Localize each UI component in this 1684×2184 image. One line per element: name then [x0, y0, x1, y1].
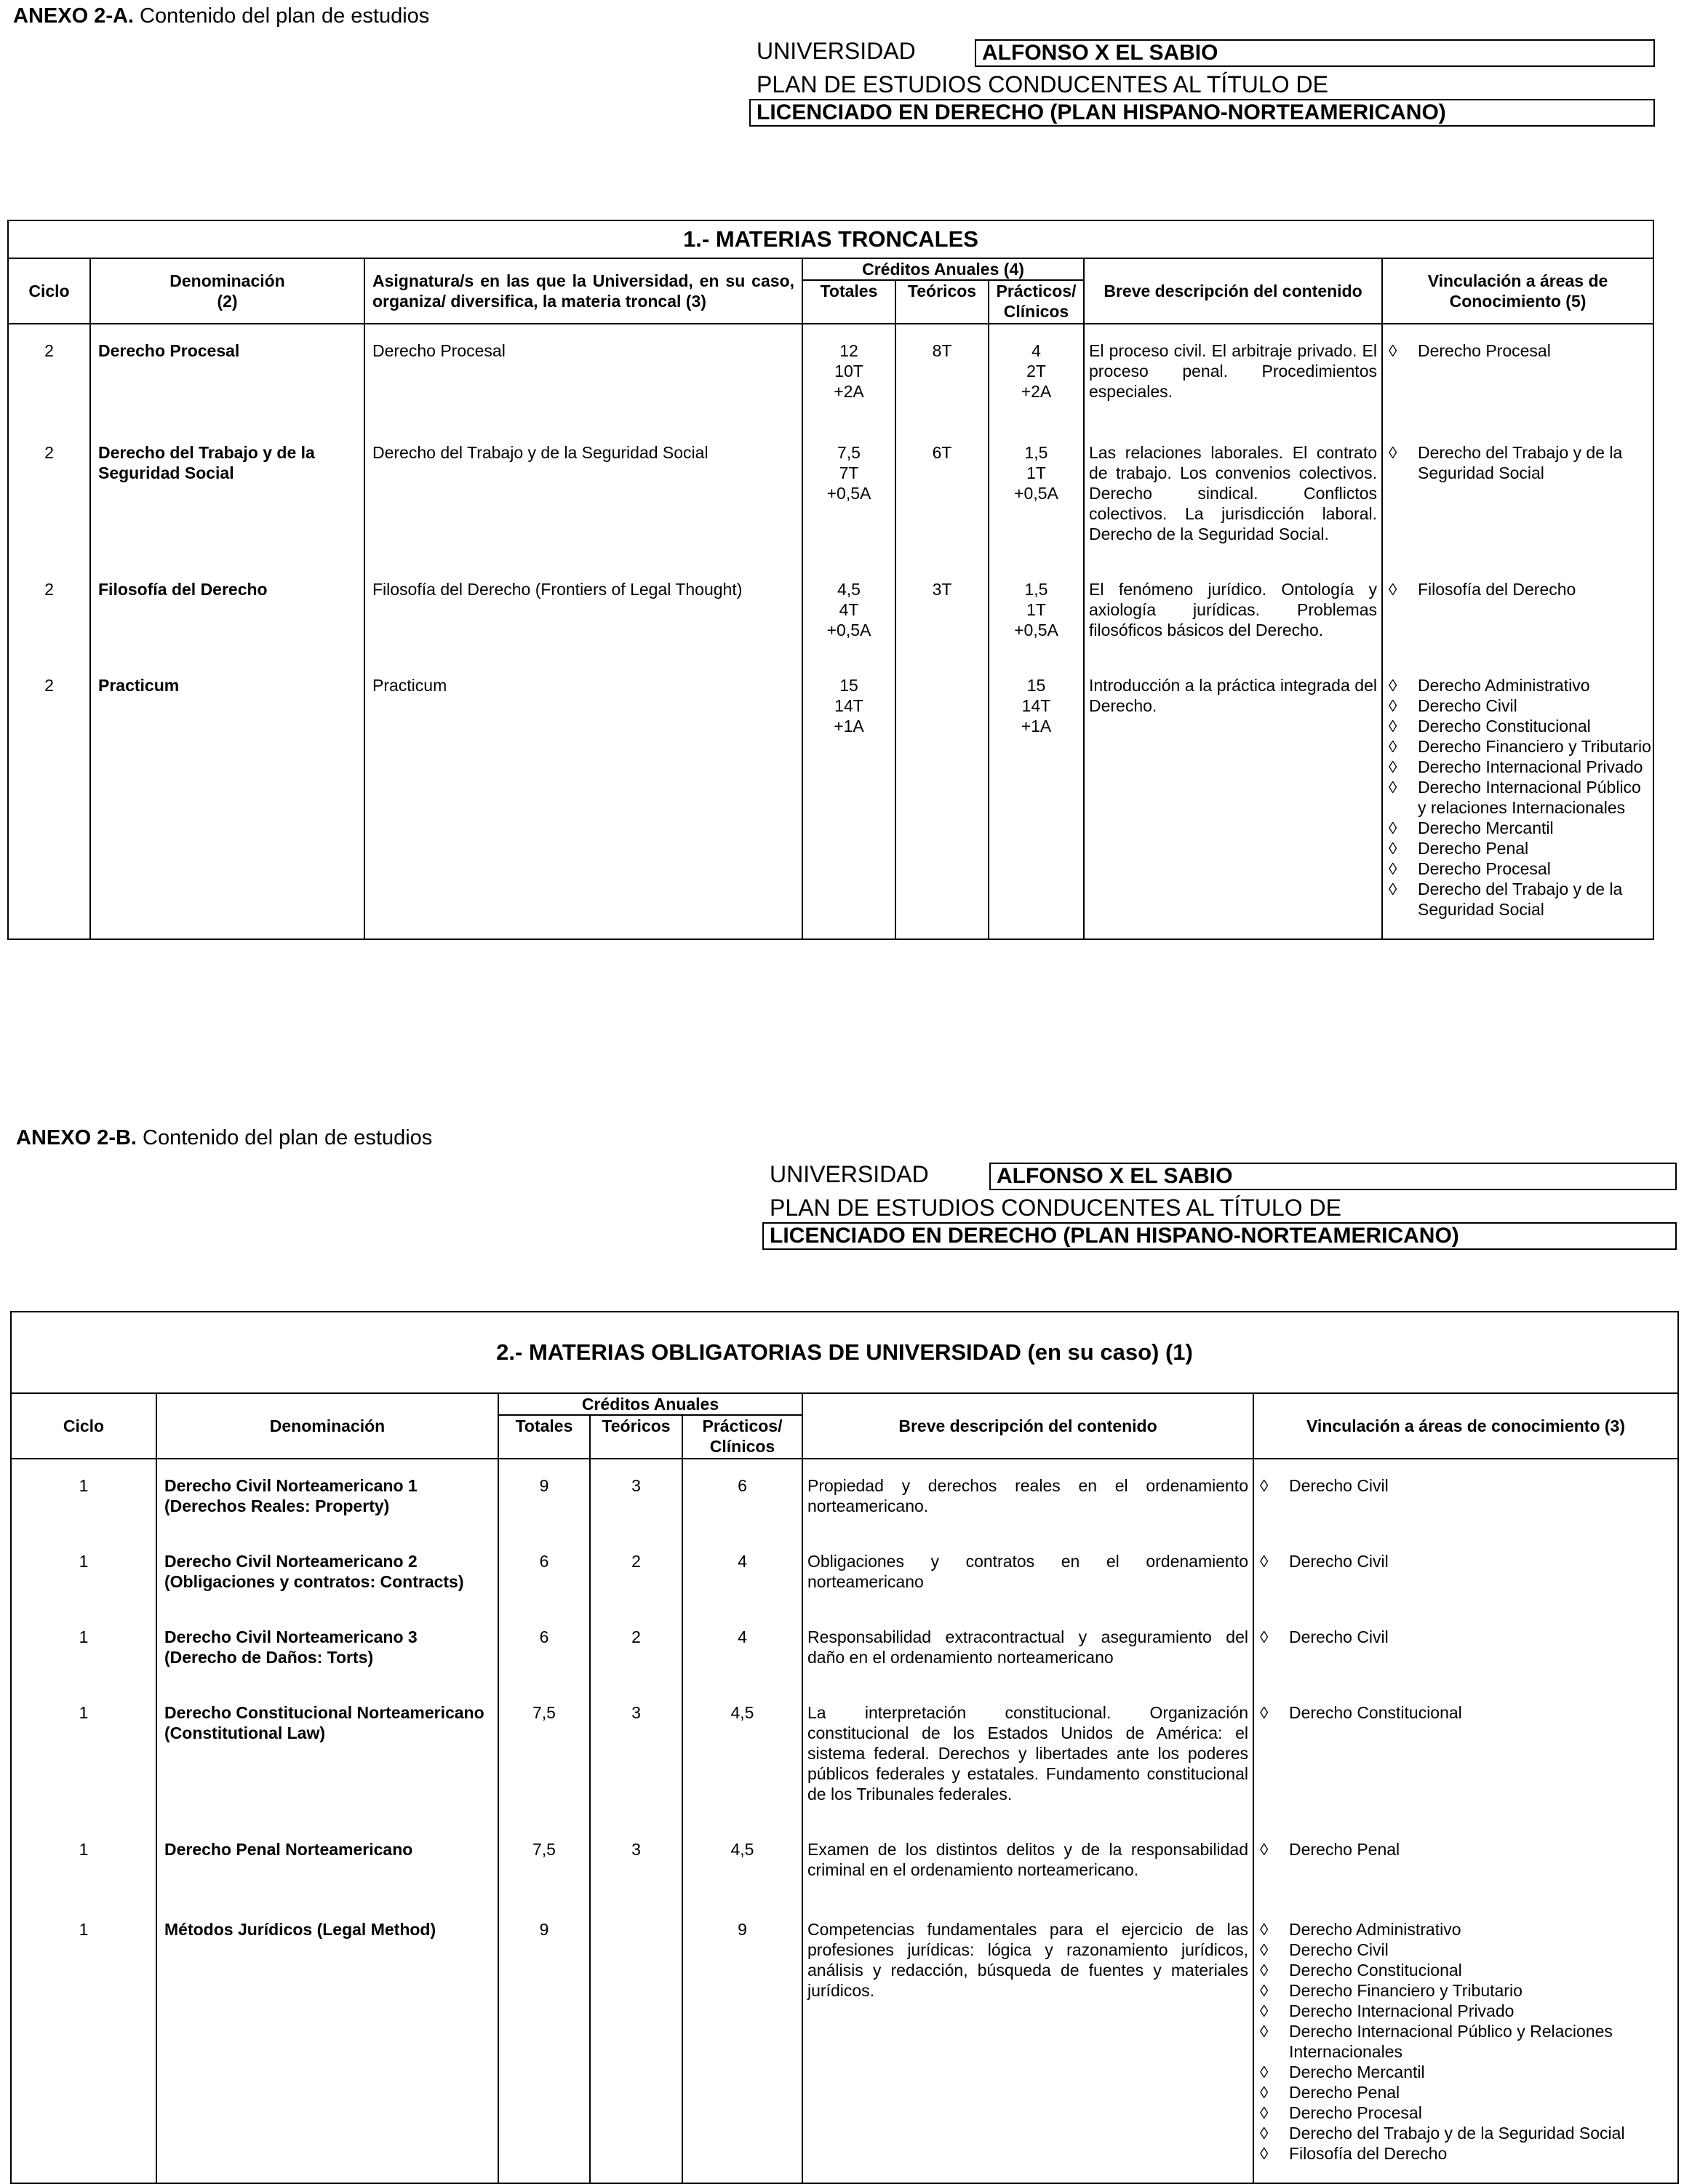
row-totales: 7,5 [498, 1686, 590, 1823]
row-areas [1253, 1535, 1678, 1611]
row-ciclo: 2 [8, 659, 90, 939]
row-totales: 9 [498, 1903, 590, 2183]
area-item: ◊ Derecho Procesal [1383, 858, 1653, 879]
area-item: ◊ Derecho Administrativo [1254, 1919, 1677, 1940]
row-areas [1382, 324, 1653, 426]
anexo-a-label-rest: Contenido del plan de estudios [133, 4, 430, 28]
materias-obligatorias-table [10, 1311, 1679, 2184]
row-ciclo: 1 [11, 1535, 156, 1611]
area-item: ◊ Derecho Penal [1254, 1839, 1677, 1860]
col-creditos: Créditos Anuales (4) [802, 258, 1084, 280]
area-item: ◊ Derecho Internacional Público y relaciones Internacionales [1383, 777, 1653, 818]
row-descripcion: Competencias fundamentales para el ejercicio de las profesiones jurídicas: lógica y razonamiento jurídicos, análisis y redacción, búsqueda de fuentes y materiales jurídicos. [802, 1903, 1253, 2183]
section-2-title: 2.- MATERIAS OBLIGATORIAS DE UNIVERSIDAD (en su caso) (1) [11, 1312, 1678, 1393]
row-practicos: 4 [682, 1535, 802, 1611]
table-row [8, 563, 1653, 659]
col-ciclo: Ciclo [8, 258, 90, 324]
col-totales: Totales [498, 1415, 590, 1459]
row-areas [1382, 426, 1653, 563]
row-practicos: 15 14T +1A [989, 659, 1084, 939]
col-denominacion: Denominación [156, 1393, 498, 1459]
row-totales: 6 [498, 1611, 590, 1686]
area-item: ◊ Derecho Civil [1254, 1551, 1677, 1571]
row-practicos: 9 [682, 1903, 802, 2183]
area-item: ◊ Derecho Civil [1254, 1475, 1677, 1496]
row-areas [1382, 563, 1653, 659]
area-item: ◊ Derecho Mercantil [1383, 818, 1653, 838]
row-ciclo: 1 [11, 1611, 156, 1686]
row-practicos: 1,5 1T +0,5A [989, 426, 1084, 563]
anexo-b-universidad-label: UNIVERSIDAD [770, 1161, 929, 1187]
row-ciclo: 1 [11, 1823, 156, 1903]
col-creditos: Créditos Anuales [498, 1393, 802, 1415]
row-asignatura: Practicum [364, 659, 802, 939]
row-practicos: 4,5 [682, 1686, 802, 1823]
area-item: ◊ Derecho Financiero y Tributario [1383, 736, 1653, 757]
row-areas [1253, 1611, 1678, 1686]
row-practicos: 4 2T +2A [989, 324, 1084, 426]
row-descripcion: El proceso civil. El arbitraje privado. El proceso penal. Procedimientos especiales. [1084, 324, 1382, 426]
col-totales: Totales [802, 280, 895, 324]
row-totales: 4,5 4T +0,5A [802, 563, 895, 659]
row-denominacion: Derecho Civil Norteamericano 1 (Derechos Reales: Property) [156, 1459, 498, 1535]
row-denominacion: Derecho Civil Norteamericano 3 (Derecho de Daños: Torts) [156, 1611, 498, 1686]
col-vinculacion: Vinculación a áreas de Conocimiento (5) [1382, 258, 1653, 324]
row-teoricos: 3T [895, 563, 989, 659]
row-teoricos: 3 [590, 1686, 682, 1823]
row-descripcion: El fenómeno jurídico. Ontología y axiología jurídicas. Problemas filosóficos básicos del Derecho. [1084, 563, 1382, 659]
area-item: ◊ Derecho Internacional Privado [1254, 2001, 1677, 2021]
area-item: ◊ Derecho Penal [1383, 838, 1653, 858]
row-teoricos: 2 [590, 1611, 682, 1686]
section-1-title: 1.- MATERIAS TRONCALES [8, 220, 1653, 258]
row-areas [1253, 1823, 1678, 1903]
row-areas [1382, 659, 1653, 939]
anexo-b-plan-label: PLAN DE ESTUDIOS CONDUCENTES AL TÍTULO DE [770, 1195, 1341, 1221]
table-row [11, 1611, 1678, 1686]
row-ciclo: 1 [11, 1903, 156, 2183]
col-practicos: Prácticos/ Clínicos [989, 280, 1084, 324]
row-descripcion: Responsabilidad extracontractual y aseguramiento del daño en el ordenamiento norteamericano [802, 1611, 1253, 1686]
row-denominacion: Practicum [90, 659, 364, 939]
area-item: ◊ Derecho Constitucional [1383, 716, 1653, 736]
table-row [11, 1535, 1678, 1611]
row-areas [1253, 1459, 1678, 1535]
area-item: ◊ Derecho del Trabajo y de la Seguridad Social [1383, 879, 1653, 920]
col-descripcion: Breve descripción del contenido [802, 1393, 1253, 1459]
row-denominacion: Derecho del Trabajo y de la Seguridad Social [90, 426, 364, 563]
area-item: ◊ Derecho Constitucional [1254, 1960, 1677, 1980]
col-denominacion: Denominación (2) [90, 258, 364, 324]
row-ciclo: 2 [8, 563, 90, 659]
row-teoricos: 3 [590, 1459, 682, 1535]
row-descripcion: Propiedad y derechos reales en el ordenamiento norteamericano. [802, 1459, 1253, 1535]
col-asignaturas: Asignatura/s en las que la Universidad, en su caso, organiza/ diversifica, la materia troncal (3) [364, 258, 802, 324]
materias-troncales-table [7, 220, 1654, 940]
area-item: ◊ Derecho Internacional Público y Relaciones Internacionales [1254, 2021, 1677, 2062]
table-row [8, 426, 1653, 563]
area-item: ◊ Derecho Penal [1254, 2082, 1677, 2103]
anexo-a-universidad-label: UNIVERSIDAD [757, 38, 916, 64]
row-teoricos: 6T [895, 426, 989, 563]
anexo-a-plan-label: PLAN DE ESTUDIOS CONDUCENTES AL TÍTULO DE [757, 71, 1328, 97]
anexo-b-titulo-value: LICENCIADO EN DERECHO (PLAN HISPANO-NORTEAMERICANO) [762, 1222, 1677, 1250]
table-row [11, 1459, 1678, 1535]
row-teoricos [895, 659, 989, 939]
row-totales: 12 10T +2A [802, 324, 895, 426]
area-item: ◊ Filosofía del Derecho [1254, 2143, 1677, 2164]
row-denominacion: Métodos Jurídicos (Legal Method) [156, 1903, 498, 2183]
row-ciclo: 2 [8, 324, 90, 426]
col-teoricos: Teóricos [590, 1415, 682, 1459]
area-item: ◊ Derecho del Trabajo y de la Seguridad Social [1254, 2123, 1677, 2143]
area-item: ◊ Derecho Civil [1254, 1627, 1677, 1647]
area-item: ◊ Derecho del Trabajo y de la Seguridad Social [1383, 442, 1653, 483]
row-practicos: 4,5 [682, 1823, 802, 1903]
table-row [11, 1903, 1678, 2183]
row-denominacion: Derecho Procesal [90, 324, 364, 426]
row-ciclo: 1 [11, 1459, 156, 1535]
anexo-a-universidad-value: ALFONSO X EL SABIO [975, 39, 1655, 67]
row-descripcion: Obligaciones y contratos en el ordenamiento norteamericano [802, 1535, 1253, 1611]
anexo-b-label-bold: ANEXO 2-B. [16, 1126, 137, 1149]
row-totales: 6 [498, 1535, 590, 1611]
area-item: ◊ Derecho Civil [1383, 696, 1653, 716]
row-teoricos: 2 [590, 1535, 682, 1611]
row-asignatura: Filosofía del Derecho (Frontiers of Legal Thought) [364, 563, 802, 659]
row-asignatura: Derecho del Trabajo y de la Seguridad Social [364, 426, 802, 563]
col-practicos: Prácticos/ Clínicos [682, 1415, 802, 1459]
anexo-a-label-bold: ANEXO 2-A. [13, 4, 134, 28]
row-teoricos: 8T [895, 324, 989, 426]
row-denominacion: Derecho Civil Norteamericano 2 (Obligaciones y contratos: Contracts) [156, 1535, 498, 1611]
row-practicos: 6 [682, 1459, 802, 1535]
row-denominacion: Derecho Constitucional Norteamericano (Constitutional Law) [156, 1686, 498, 1823]
area-item: ◊ Derecho Civil [1254, 1940, 1677, 1960]
row-practicos: 4 [682, 1611, 802, 1686]
row-areas [1253, 1903, 1678, 2183]
row-teoricos: 3 [590, 1823, 682, 1903]
anexo-a-label [13, 4, 429, 28]
area-item: ◊ Derecho Procesal [1383, 340, 1653, 361]
anexo-b-label [16, 1126, 432, 1150]
anexo-a-titulo-value: LICENCIADO EN DERECHO (PLAN HISPANO-NORTEAMERICANO) [749, 99, 1655, 127]
anexo-b-label-rest: Contenido del plan de estudios [136, 1126, 433, 1149]
row-totales: 9 [498, 1459, 590, 1535]
area-item: ◊ Filosofía del Derecho [1383, 579, 1653, 599]
area-item: ◊ Derecho Mercantil [1254, 2062, 1677, 2082]
row-teoricos [590, 1903, 682, 2183]
row-totales: 15 14T +1A [802, 659, 895, 939]
area-item: ◊ Derecho Financiero y Tributario [1254, 1980, 1677, 2001]
area-item: ◊ Derecho Procesal [1254, 2103, 1677, 2123]
col-ciclo: Ciclo [11, 1393, 156, 1459]
area-item: ◊ Derecho Constitucional [1254, 1702, 1677, 1723]
col-teoricos: Teóricos [895, 280, 989, 324]
col-vinculacion: Vinculación a áreas de conocimiento (3) [1253, 1393, 1678, 1459]
row-practicos: 1,5 1T +0,5A [989, 563, 1084, 659]
row-descripcion: La interpretación constitucional. Organización constitucional de los Estados Unidos de América: el sistema federal. Derechos y libertades ante los poderes públicos federales y estatales. Fundamento constitucional de los Tribunales federales. [802, 1686, 1253, 1823]
row-denominacion: Filosofía del Derecho [90, 563, 364, 659]
row-totales: 7,5 [498, 1823, 590, 1903]
anexo-b-universidad-value: ALFONSO X EL SABIO [989, 1163, 1677, 1190]
row-descripcion: Las relaciones laborales. El contrato de trabajo. Los convenios colectivos. Derecho sindical. Conflictos colectivos. La jurisdicción laboral. Derecho de la Seguridad Social. [1084, 426, 1382, 563]
row-ciclo: 2 [8, 426, 90, 563]
area-item: ◊ Derecho Administrativo [1383, 675, 1653, 696]
row-ciclo: 1 [11, 1686, 156, 1823]
row-descripcion: Introducción a la práctica integrada del Derecho. [1084, 659, 1382, 939]
row-totales: 7,5 7T +0,5A [802, 426, 895, 563]
row-areas [1253, 1686, 1678, 1823]
table-row [8, 659, 1653, 939]
row-asignatura: Derecho Procesal [364, 324, 802, 426]
table-row [11, 1686, 1678, 1823]
col-descripcion: Breve descripción del contenido [1084, 258, 1382, 324]
row-descripcion: Examen de los distintos delitos y de la responsabilidad criminal en el ordenamiento norteamericano. [802, 1823, 1253, 1903]
row-denominacion: Derecho Penal Norteamericano [156, 1823, 498, 1903]
table-row [8, 324, 1653, 426]
table-row [11, 1823, 1678, 1903]
area-item: ◊ Derecho Internacional Privado [1383, 757, 1653, 777]
